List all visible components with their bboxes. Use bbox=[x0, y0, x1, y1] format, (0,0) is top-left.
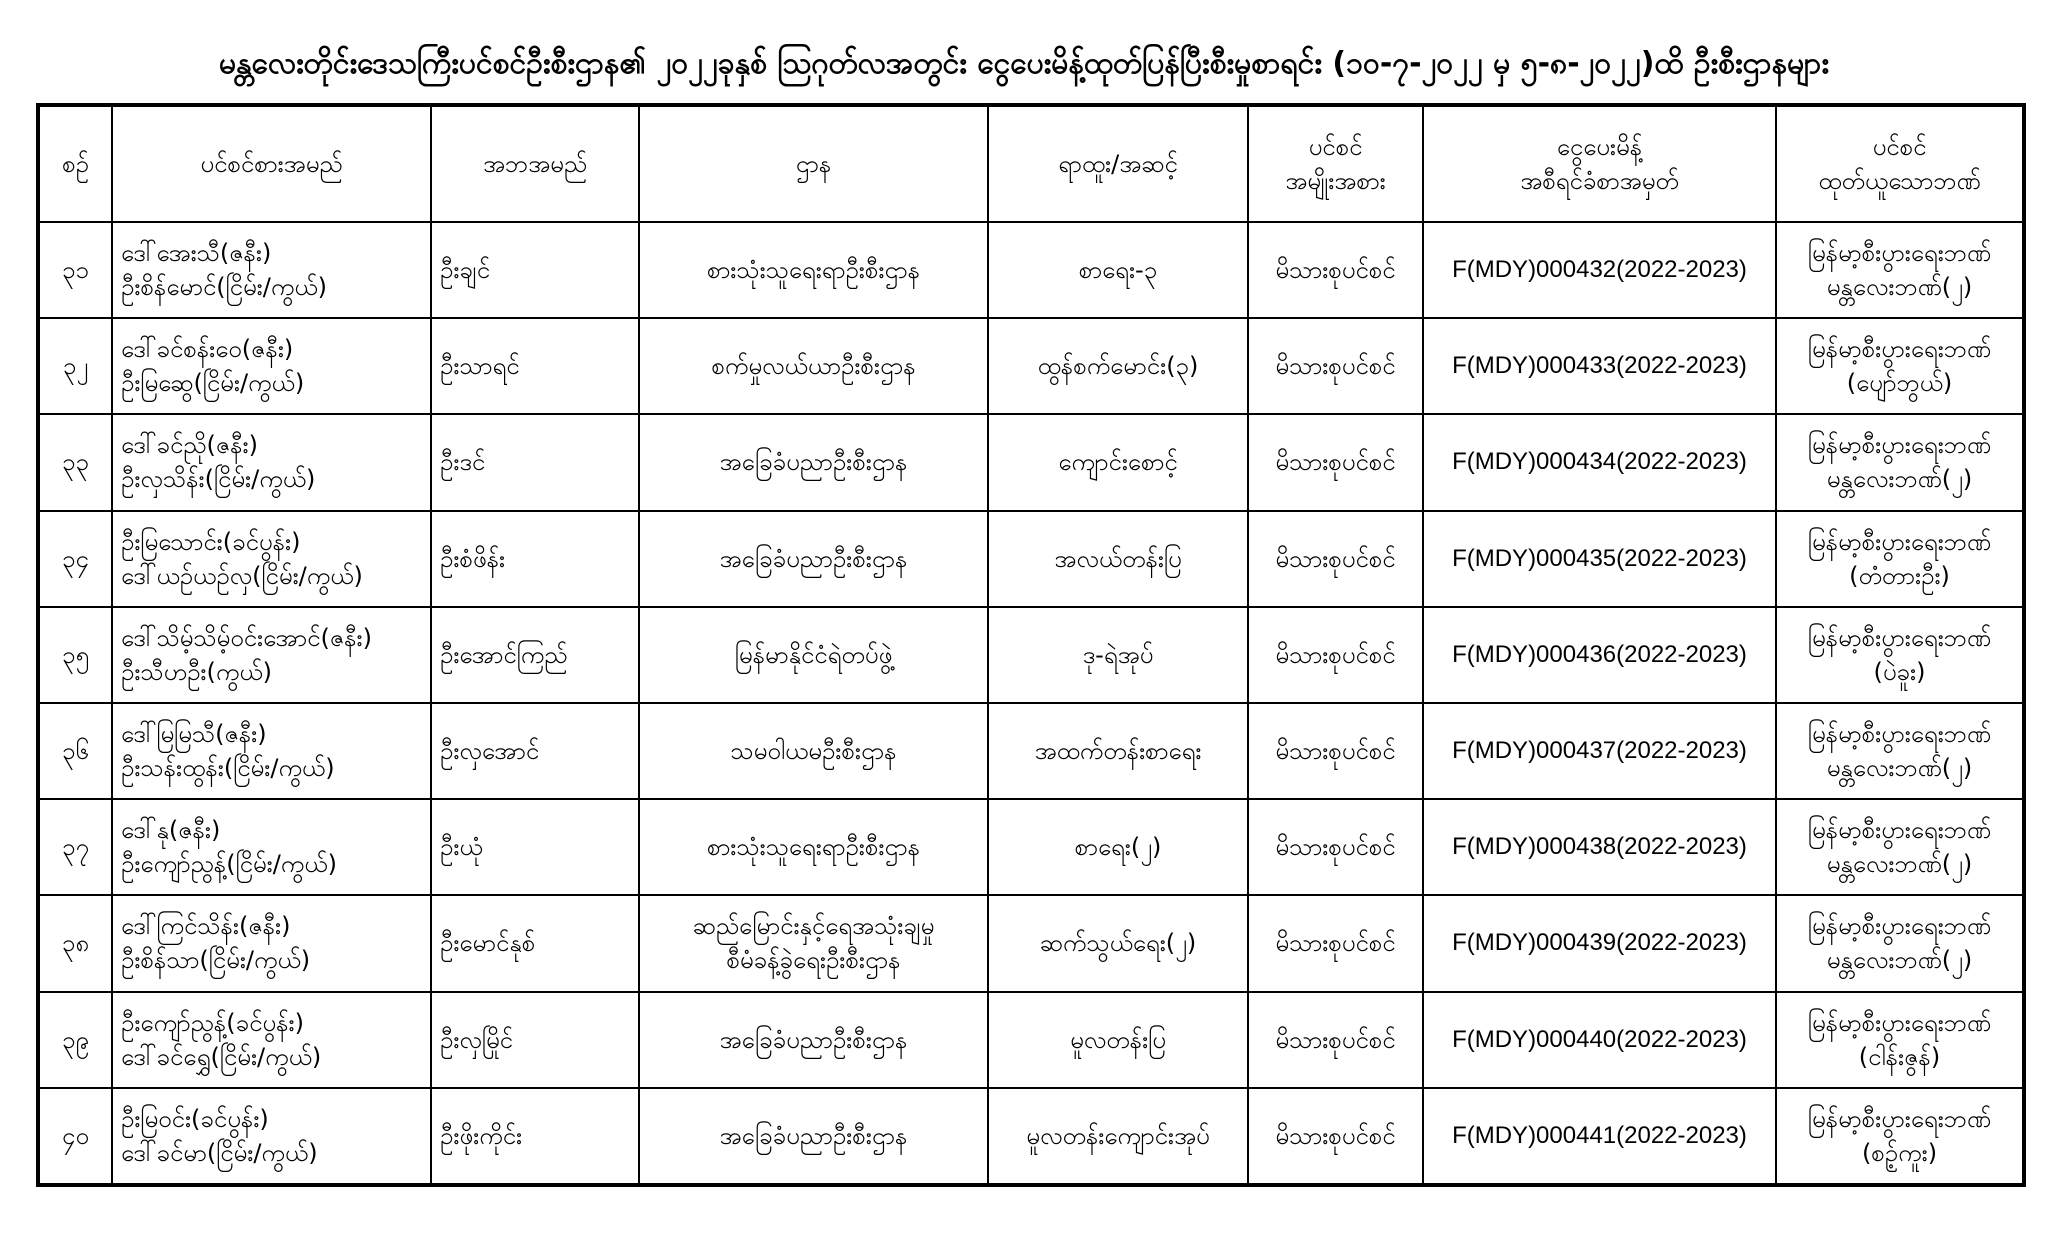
serial-cell: ၃၉ bbox=[38, 992, 112, 1088]
pension-type-cell: မိသားစုပင်စင် bbox=[1248, 703, 1423, 799]
pensioner-name-line-1: ဒေါ်ခင်ညို(ဇနီး) bbox=[121, 431, 258, 460]
pensioner-name-line-1: ဒေါ်ကြင်သိန်း(ဇနီး) bbox=[121, 912, 291, 941]
department-line: သမဝါယမဦးစီးဌာန bbox=[730, 737, 897, 766]
bank-line-1: မြန်မာ့စီးပွားရေးဘဏ် bbox=[1807, 1104, 1992, 1133]
pensioner-name-cell bbox=[112, 895, 431, 991]
department-cell bbox=[639, 703, 988, 799]
payment-order-number-cell: F(MDY)000437(2022-2023) bbox=[1423, 703, 1776, 799]
table-header-row bbox=[38, 105, 2024, 222]
bank-line-1: မြန်မာ့စီးပွားရေးဘဏ် bbox=[1807, 623, 1992, 652]
father-name-cell: ဦးလှအောင် bbox=[431, 703, 639, 799]
bank-line-2: မန္တလေးဘဏ်(၂) bbox=[1826, 946, 1973, 975]
table-body bbox=[38, 222, 2024, 1185]
pensioner-name-line-1: ဒေါ်နု(ဇနီး) bbox=[121, 816, 221, 845]
department-cell bbox=[639, 318, 988, 414]
table-row bbox=[38, 318, 2024, 414]
rank-cell: ဆက်သွယ်ရေး(၂) bbox=[988, 895, 1248, 991]
father-name-cell: ဦးဒင် bbox=[431, 414, 639, 510]
serial-cell: ၃၆ bbox=[38, 703, 112, 799]
serial-cell: ၃၇ bbox=[38, 799, 112, 895]
bank-line-2: မန္တလေးဘဏ်(၂) bbox=[1826, 754, 1973, 783]
pension-type-cell: မိသားစုပင်စင် bbox=[1248, 414, 1423, 510]
father-name-cell: ဦးစံဖိန်း bbox=[431, 511, 639, 607]
table-row bbox=[38, 222, 2024, 318]
rank-cell: ကျောင်းစောင့် bbox=[988, 414, 1248, 510]
table-row bbox=[38, 511, 2024, 607]
serial-cell: ၄၀ bbox=[38, 1088, 112, 1185]
table-row bbox=[38, 799, 2024, 895]
pensioner-name-line-1: ဦးမြဝင်း(ခင်ပွန်း) bbox=[121, 1104, 269, 1133]
father-name-cell: ဦးသာရင် bbox=[431, 318, 639, 414]
department-line: အခြေခံပညာဦးစီးဌာန bbox=[719, 544, 908, 573]
father-name-cell: ဦးလှမြိုင် bbox=[431, 992, 639, 1088]
department-cell bbox=[639, 992, 988, 1088]
father-name-cell: ဦးဖိုးကိုင်း bbox=[431, 1088, 639, 1185]
bank-cell bbox=[1776, 799, 2024, 895]
bank-cell bbox=[1776, 222, 2024, 318]
serial-cell: ၃၁ bbox=[38, 222, 112, 318]
bank-cell bbox=[1776, 414, 2024, 510]
department-line: ဆည်မြောင်းနှင့်ရေအသုံးချမှု bbox=[692, 912, 935, 941]
bank-line-1: မြန်မာ့စီးပွားရေးဘဏ် bbox=[1807, 912, 1992, 941]
bank-line-2: မန္တလေးဘဏ်(၂) bbox=[1826, 850, 1973, 879]
header-payment-order bbox=[1423, 105, 1776, 222]
pensioner-name-cell bbox=[112, 703, 431, 799]
bank-cell bbox=[1776, 607, 2024, 703]
department-line: အခြေခံပညာဦးစီးဌာန bbox=[719, 1121, 908, 1150]
pensioner-name-cell bbox=[112, 222, 431, 318]
department-cell bbox=[639, 895, 988, 991]
serial-cell: ၃၃ bbox=[38, 414, 112, 510]
header-pension-type-line-1: ပင်စင် bbox=[1308, 133, 1363, 161]
bank-line-2: (တံတားဦး) bbox=[1849, 561, 1950, 590]
pension-type-cell: မိသားစုပင်စင် bbox=[1248, 511, 1423, 607]
department-line: အခြေခံပညာဦးစီးဌာန bbox=[719, 1025, 908, 1054]
payment-order-number-cell: F(MDY)000434(2022-2023) bbox=[1423, 414, 1776, 510]
pension-type-cell: မိသားစုပင်စင် bbox=[1248, 1088, 1423, 1185]
bank-cell bbox=[1776, 895, 2024, 991]
bank-line-2: (စဉ့်ကူး) bbox=[1861, 1138, 1938, 1167]
header-department: ဌာန bbox=[639, 105, 988, 222]
pensioner-name-cell bbox=[112, 992, 431, 1088]
page-title: မန္တလေးတိုင်းဒေသကြီးပင်စင်ဦးစီးဌာန၏ ၂၀၂၂ခုနှစ် ဩဂုတ်လအတွင်း ငွေပေးမိန့်ထုတ်ပြန်ပြီးစီးမှုစာရင်း (၁၀-၇-၂၀၂၂ မှ ၅-၈-၂၀၂၂)ထိ ဦးစီးဌာနများ bbox=[219, 46, 1829, 81]
department-line: စီမံခန့်ခွဲရေးဦးစီးဌာန bbox=[726, 946, 901, 975]
table-row bbox=[38, 703, 2024, 799]
bank-line-1: မြန်မာ့စီးပွားရေးဘဏ် bbox=[1807, 527, 1992, 556]
payment-order-number-cell: F(MDY)000435(2022-2023) bbox=[1423, 511, 1776, 607]
department-line: အခြေခံပညာဦးစီးဌာန bbox=[719, 448, 908, 477]
father-name-cell: ဦးအောင်ကြည် bbox=[431, 607, 639, 703]
pensioner-name-line-2: ဒေါ်ယဉ်ယဉ်လှ(ငြိမ်း/ကွယ်) bbox=[121, 561, 363, 590]
bank-cell bbox=[1776, 992, 2024, 1088]
table-row bbox=[38, 607, 2024, 703]
serial-cell: ၃၂ bbox=[38, 318, 112, 414]
bank-line-2: (ပျော်ဘွယ်) bbox=[1846, 369, 1953, 398]
payment-order-number-cell: F(MDY)000432(2022-2023) bbox=[1423, 222, 1776, 318]
pensioner-name-line-2: ဦးကျော်ညွန့်(ငြိမ်း/ကွယ်) bbox=[121, 850, 337, 879]
pensioner-name-line-2: ဦးမြဆွေ(ငြိမ်း/ကွယ်) bbox=[121, 369, 305, 398]
father-name-cell: ဦးမောင်နုစ် bbox=[431, 895, 639, 991]
bank-line-2: (ငါန်းဇွန်) bbox=[1858, 1042, 1941, 1071]
header-father-name: အဘအမည် bbox=[431, 105, 639, 222]
bank-cell bbox=[1776, 1088, 2024, 1185]
header-payment-order-line-2: အစီရင်ခံစာအမှတ် bbox=[1520, 167, 1679, 195]
bank-line-2: မန္တလေးဘဏ်(၂) bbox=[1826, 273, 1973, 302]
header-pension-type bbox=[1248, 105, 1423, 222]
bank-cell bbox=[1776, 318, 2024, 414]
department-cell bbox=[639, 1088, 988, 1185]
table-row bbox=[38, 1088, 2024, 1185]
payment-order-number-cell: F(MDY)000441(2022-2023) bbox=[1423, 1088, 1776, 1185]
department-line: မြန်မာနိုင်ငံရဲတပ်ဖွဲ့ bbox=[734, 640, 893, 669]
rank-cell: စာရေး(၂) bbox=[988, 799, 1248, 895]
pensioner-name-line-1: ဒေါ်သိမ့်သိမ့်ဝင်းအောင်(ဇနီး) bbox=[121, 623, 372, 652]
bank-line-1: မြန်မာ့စီးပွားရေးဘဏ် bbox=[1807, 335, 1992, 364]
rank-cell: ဒု-ရဲအုပ် bbox=[988, 607, 1248, 703]
serial-cell: ၃၄ bbox=[38, 511, 112, 607]
bank-line-2: မန္တလေးဘဏ်(၂) bbox=[1826, 465, 1973, 494]
pensioner-name-cell bbox=[112, 607, 431, 703]
pensioner-name-cell bbox=[112, 799, 431, 895]
pensioner-name-line-2: ဦးလှသိန်း(ငြိမ်း/ကွယ်) bbox=[121, 465, 316, 494]
header-serial: စဉ် bbox=[38, 105, 112, 222]
pensioner-name-cell bbox=[112, 511, 431, 607]
department-cell bbox=[639, 799, 988, 895]
pensioner-name-cell bbox=[112, 318, 431, 414]
rank-cell: မူလတန်းပြ bbox=[988, 992, 1248, 1088]
pension-type-cell: မိသားစုပင်စင် bbox=[1248, 895, 1423, 991]
department-cell bbox=[639, 222, 988, 318]
pensioner-name-cell bbox=[112, 1088, 431, 1185]
pension-type-cell: မိသားစုပင်စင် bbox=[1248, 799, 1423, 895]
rank-cell: မူလတန်းကျောင်းအုပ် bbox=[988, 1088, 1248, 1185]
pension-type-cell: မိသားစုပင်စင် bbox=[1248, 992, 1423, 1088]
payment-order-number-cell: F(MDY)000436(2022-2023) bbox=[1423, 607, 1776, 703]
bank-line-1: မြန်မာ့စီးပွားရေးဘဏ် bbox=[1807, 239, 1992, 268]
serial-cell: ၃၅ bbox=[38, 607, 112, 703]
bank-cell bbox=[1776, 511, 2024, 607]
pension-type-cell: မိသားစုပင်စင် bbox=[1248, 222, 1423, 318]
payment-order-number-cell: F(MDY)000439(2022-2023) bbox=[1423, 895, 1776, 991]
payment-order-number-cell: F(MDY)000438(2022-2023) bbox=[1423, 799, 1776, 895]
table-row bbox=[38, 895, 2024, 991]
pensioner-name-line-1: ဦးမြသောင်း(ခင်ပွန်း) bbox=[121, 527, 301, 556]
pensioner-name-line-1: ဒေါ်ခင်စန်းဝေ(ဇနီး) bbox=[121, 335, 294, 364]
table-row bbox=[38, 414, 2024, 510]
bank-line-1: မြန်မာ့စီးပွားရေးဘဏ် bbox=[1807, 720, 1992, 749]
bank-line-1: မြန်မာ့စီးပွားရေးဘဏ် bbox=[1807, 1008, 1992, 1037]
pensioner-name-cell bbox=[112, 414, 431, 510]
bank-cell bbox=[1776, 703, 2024, 799]
payment-order-number-cell: F(MDY)000440(2022-2023) bbox=[1423, 992, 1776, 1088]
pensioner-name-line-2: ဒေါ်ခင်ရွှေ(ငြိမ်း/ကွယ်) bbox=[121, 1042, 322, 1071]
pensioner-name-line-2: ဦးသီဟဦး(ကွယ်) bbox=[121, 657, 273, 686]
department-cell bbox=[639, 511, 988, 607]
header-pensioner-name: ပင်စင်စားအမည် bbox=[112, 105, 431, 222]
pensioner-name-line-1: ဦးကျော်ညွန့်(ခင်ပွန်း) bbox=[121, 1008, 304, 1037]
father-name-cell: ဦးချင် bbox=[431, 222, 639, 318]
department-line: စားသုံးသူရေးရာဦးစီးဌာန bbox=[706, 833, 921, 862]
bank-line-1: မြန်မာ့စီးပွားရေးဘဏ် bbox=[1807, 816, 1992, 845]
rank-cell: စာရေး-၃ bbox=[988, 222, 1248, 318]
rank-cell: အထက်တန်းစာရေး bbox=[988, 703, 1248, 799]
header-payment-order-line-1: ငွေပေးမိန့် bbox=[1556, 133, 1643, 161]
rank-cell: အလယ်တန်းပြ bbox=[988, 511, 1248, 607]
pension-payment-table bbox=[36, 103, 2026, 1187]
table-row bbox=[38, 992, 2024, 1088]
department-cell bbox=[639, 414, 988, 510]
header-rank: ရာထူး/အဆင့် bbox=[988, 105, 1248, 222]
header-bank bbox=[1776, 105, 2024, 222]
department-line: စက်မှုလယ်ယာဦးစီးဌာန bbox=[711, 352, 916, 381]
department-cell bbox=[639, 607, 988, 703]
pension-type-cell: မိသားစုပင်စင် bbox=[1248, 607, 1423, 703]
pensioner-name-line-1: ဒေါ်အေးသီ(ဇနီး) bbox=[121, 239, 272, 268]
bank-line-1: မြန်မာ့စီးပွားရေးဘဏ် bbox=[1807, 431, 1992, 460]
pension-type-cell: မိသားစုပင်စင် bbox=[1248, 318, 1423, 414]
serial-cell: ၃၈ bbox=[38, 895, 112, 991]
pensioner-name-line-2: ဦးစိန်မောင်(ငြိမ်း/ကွယ်) bbox=[121, 273, 327, 302]
pensioner-name-line-1: ဒေါ်မြမြသီ(ဇနီး) bbox=[121, 720, 267, 749]
header-pension-type-line-2: အမျိုးအစား bbox=[1285, 167, 1386, 195]
rank-cell: ထွန်စက်မောင်း(၃) bbox=[988, 318, 1248, 414]
header-bank-line-1: ပင်စင် bbox=[1872, 133, 1927, 161]
bank-line-2: (ပဲခူး) bbox=[1873, 657, 1926, 686]
pensioner-name-line-2: ဒေါ်ခင်မာ(ငြိမ်း/ကွယ်) bbox=[121, 1138, 318, 1167]
father-name-cell: ဦးယုံ bbox=[431, 799, 639, 895]
payment-order-number-cell: F(MDY)000433(2022-2023) bbox=[1423, 318, 1776, 414]
pensioner-name-line-2: ဦးစိန်သာ(ငြိမ်း/ကွယ်) bbox=[121, 946, 311, 975]
department-line: စားသုံးသူရေးရာဦးစီးဌာန bbox=[706, 256, 921, 285]
pensioner-name-line-2: ဦးသန်းထွန်း(ငြိမ်း/ကွယ်) bbox=[121, 754, 335, 783]
header-bank-line-2: ထုတ်ယူသောဘဏ် bbox=[1818, 167, 1981, 195]
